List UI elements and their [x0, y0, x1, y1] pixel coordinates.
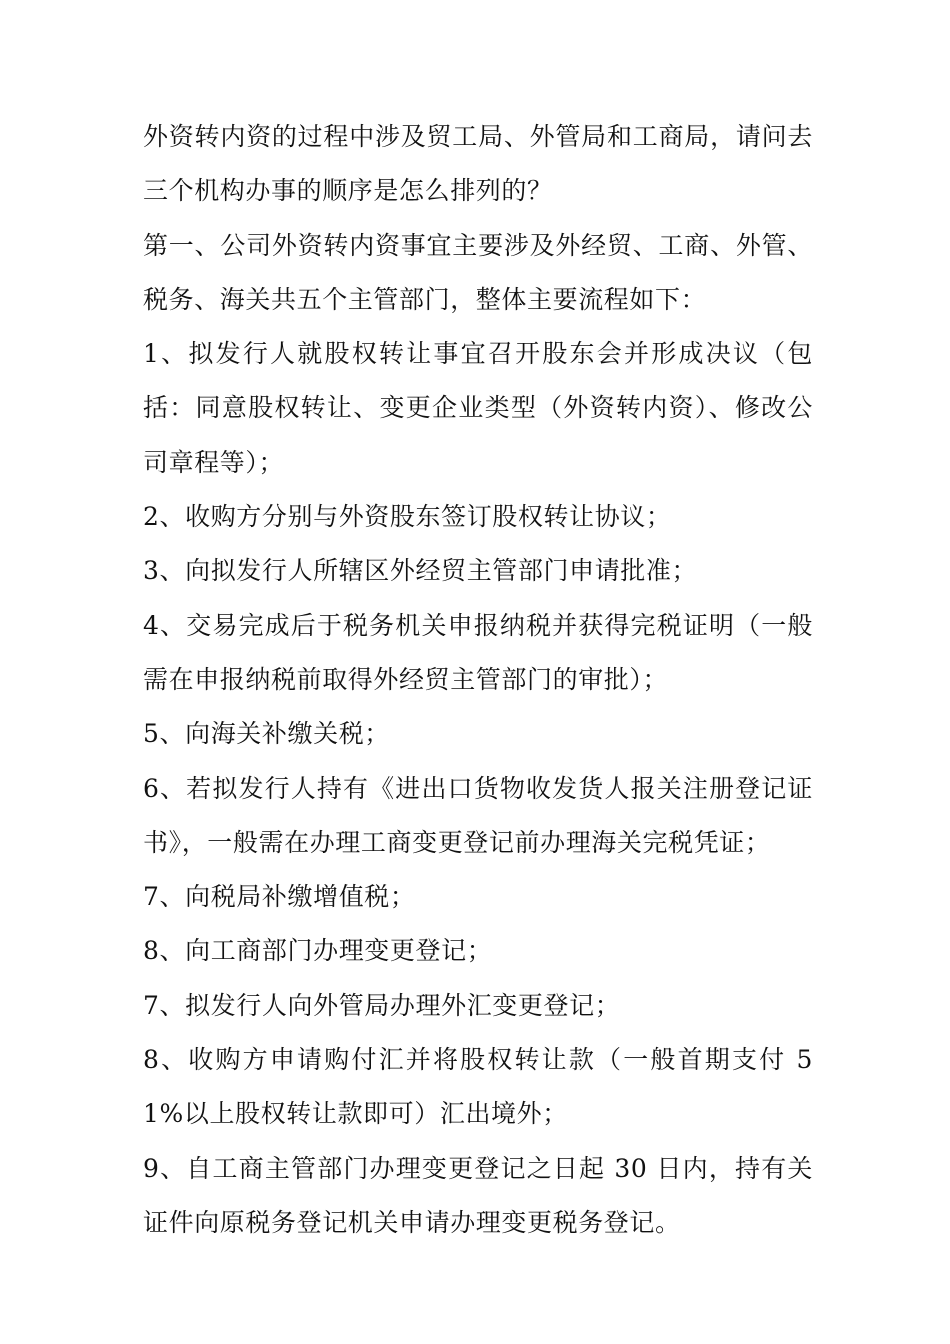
- step-9-paragraph: 9、自工商主管部门办理变更登记之日起 30 日内，持有关证件向原税务登记机关申请办理变更税务登记。: [143, 1153, 813, 1237]
- step-6-paragraph: 6、若拟发行人持有《进出口货物收发货人报关注册登记证书》，一般需在办理工商变更登记前办理海关完税凭证；: [143, 773, 813, 857]
- step-1-paragraph: 1、拟发行人就股权转让事宜召开股东会并形成决议（包括：同意股权转让、变更企业类型（外资转内资）、修改公司章程等）；: [143, 339, 813, 477]
- answer-intro-paragraph: 第一、公司外资转内资事宜主要涉及外经贸、工商、外管、税务、海关共五个主管部门，整体主要流程如下：: [143, 230, 813, 314]
- step-8-paragraph: 8、向工商部门办理变更登记；: [143, 936, 493, 966]
- step-4-paragraph: 4、交易完成后于税务机关申报纳税并获得完税证明（一般需在申报纳税前取得外经贸主管部门的审批）；: [143, 610, 813, 694]
- step-2-paragraph: 2、收购方分别与外资股东签订股权转让协议；: [143, 502, 672, 532]
- step-7-paragraph: 7、向税局补缴增值税；: [143, 882, 416, 912]
- step-5-paragraph: 5、向海关补缴关税；: [143, 719, 390, 749]
- step-8b-paragraph: 8、收购方申请购付汇并将股权转让款（一般首期支付 51%以上股权转让款即可）汇出境外；: [143, 1045, 813, 1129]
- document-body: [143, 110, 813, 1250]
- step-3-paragraph: 3、向拟发行人所辖区外经贸主管部门申请批准；: [143, 556, 698, 586]
- question-paragraph: 外资转内资的过程中涉及贸工局、外管局和工商局，请问去三个机构办事的顺序是怎么排列的？: [143, 122, 813, 206]
- step-7b-paragraph: 7、拟发行人向外管局办理外汇变更登记；: [143, 990, 621, 1020]
